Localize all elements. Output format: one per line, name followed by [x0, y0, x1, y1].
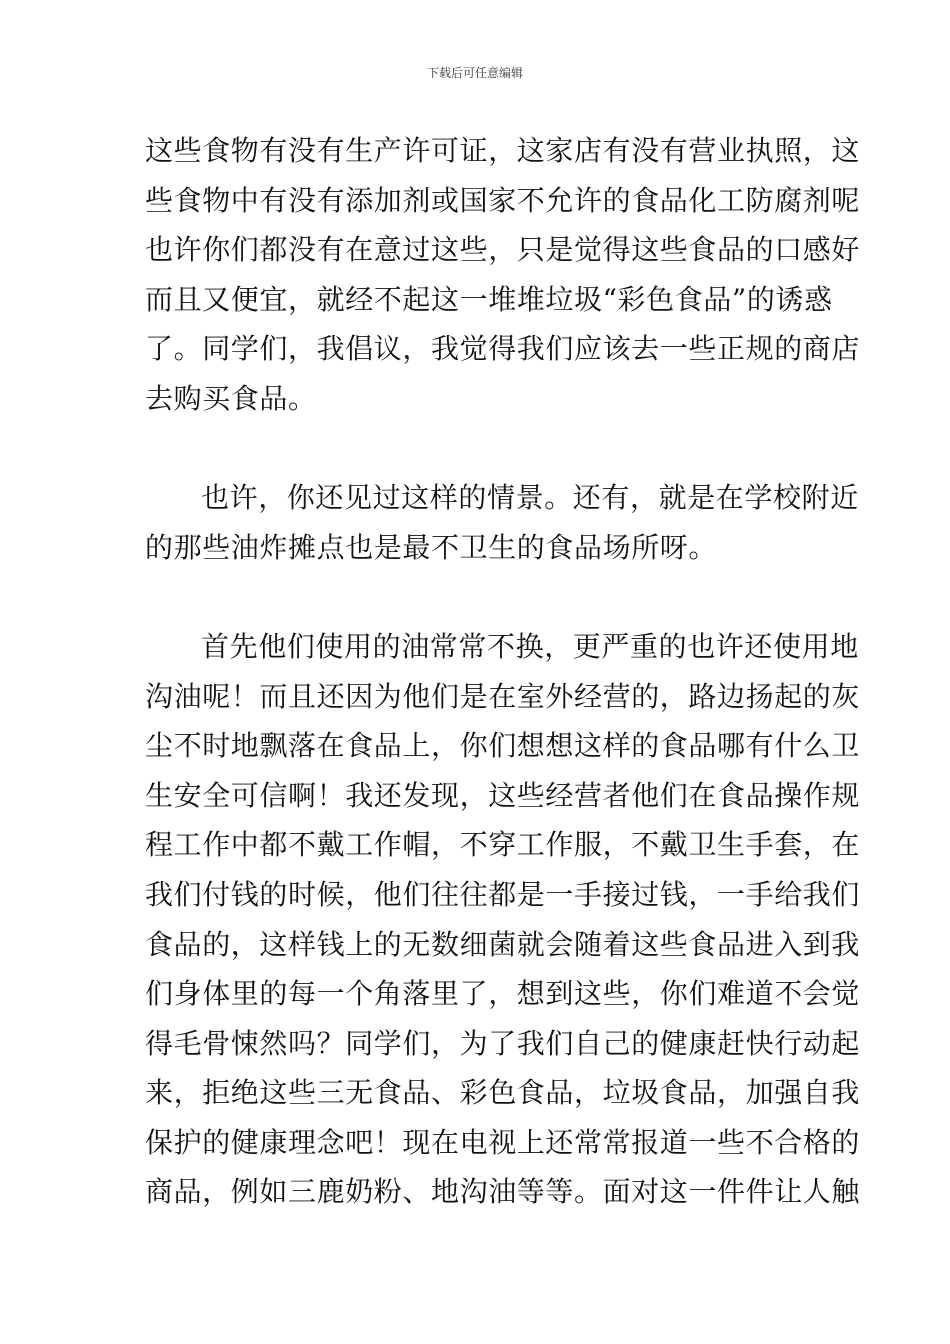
text-line: 商品，例如三鹿奶粉、地沟油等等。面对这一件件让人触 [145, 1175, 861, 1209]
text-line: 而且又便宜，就经不起这一堆堆垃圾“彩色食品”的诱惑 [145, 282, 833, 316]
text-line: 保护的健康理念吧！现在电视上还常常报道一些不合格的 [145, 1125, 861, 1159]
text-line: 们身体里的每一个角落里了，想到这些，你们难道不会觉 [145, 977, 861, 1011]
text-line: 首先他们使用的油常常不换，更严重的也许还使用地 [201, 629, 859, 663]
text-line: 生安全可信啊！我还发现，这些经营者他们在食品操作规 [145, 778, 861, 812]
text-line: 来，拒绝这些三无食品、彩色食品，垃圾食品，加强自我 [145, 1076, 861, 1110]
document-body [145, 126, 861, 1217]
text-line: 沟油呢！而且还因为他们是在室外经营的，路边扬起的灰 [145, 679, 861, 713]
text-line: 得毛骨悚然吗？同学们，为了我们自己的健康赶快行动起 [145, 1026, 861, 1060]
paragraph-2 [145, 473, 859, 572]
text-line: 也许，你还见过这样的情景。还有，就是在学校附近 [201, 481, 859, 515]
text-line: 的那些油炸摊点也是最不卫生的食品场所呀。 [145, 530, 718, 564]
paragraph-spacer [145, 572, 810, 622]
text-line: 尘不时地飘落在食品上，你们想想这样的食品哪有什么卫 [145, 729, 861, 763]
text-line: 了。同学们，我倡议，我觉得我们应该去一些正规的商店 [145, 332, 861, 366]
text-line: 食品的，这样钱上的无数细菌就会随着这些食品进入到我 [145, 927, 861, 961]
paragraph-3 [145, 622, 861, 1217]
text-line: 程工作中都不戴工作帽，不穿工作服，不戴卫生手套，在 [145, 828, 861, 862]
text-line: 也许你们都没有在意过这些，只是觉得这些食品的口感好 [145, 233, 861, 267]
paragraph-1 [145, 126, 861, 424]
text-line: 些食物中有没有添加剂或国家不允许的食品化工防腐剂呢 [145, 183, 861, 217]
text-line: 去购买食品。 [145, 381, 317, 415]
paragraph-spacer [145, 424, 810, 474]
page-header: 下载后可任意编辑 [426, 66, 523, 80]
text-line: 我们付钱的时候，他们往往都是一手接过钱，一手给我们 [145, 877, 861, 911]
text-line: 这些食物有没有生产许可证，这家店有没有营业执照，这 [145, 134, 861, 167]
